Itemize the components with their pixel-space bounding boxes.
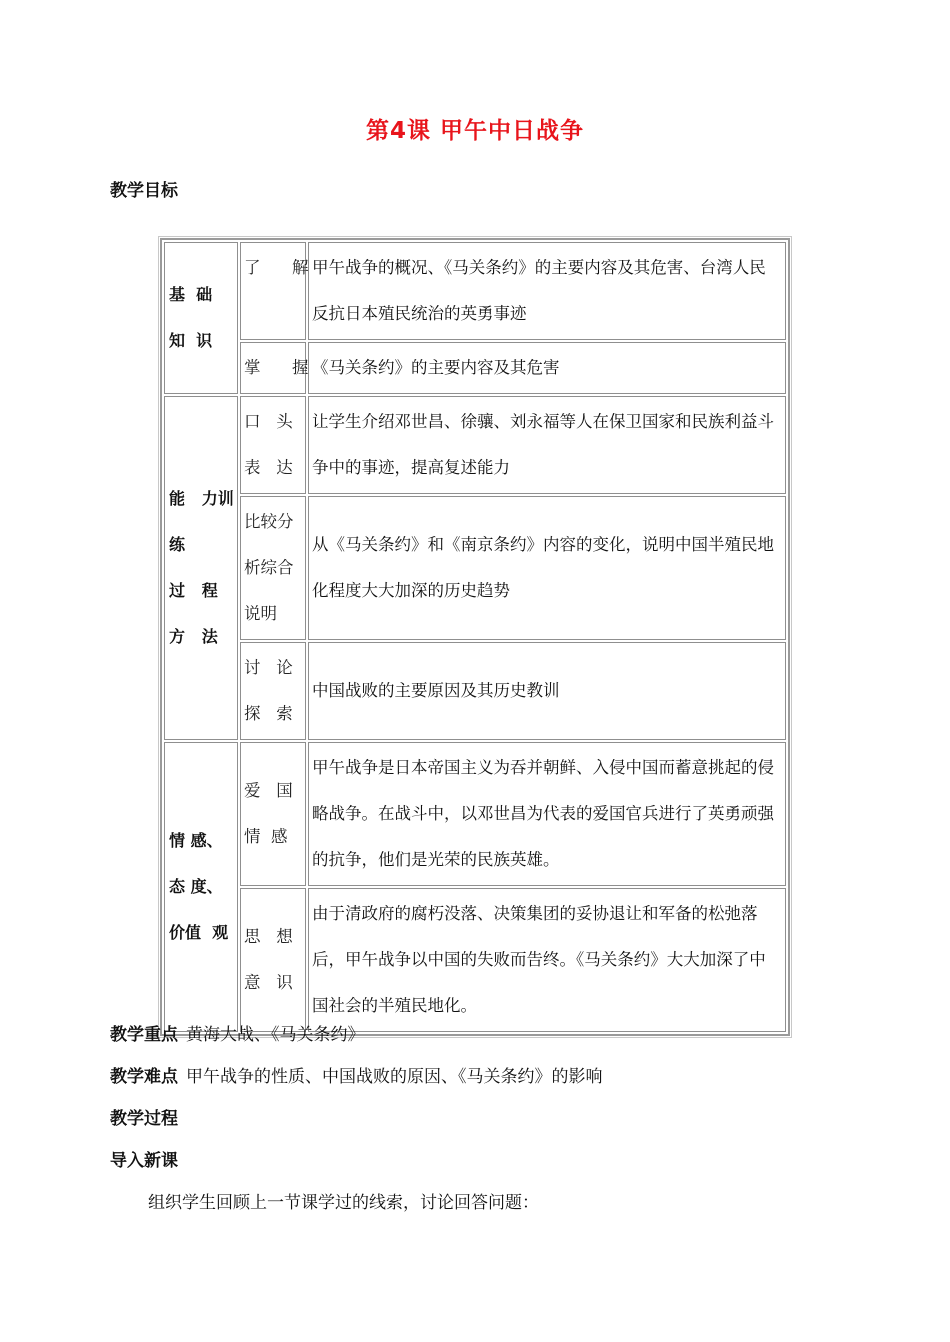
description-cell: 甲午战争的概况、《马关条约》的主要内容及其危害、台湾人民反抗日本殖民统治的英勇事迹 <box>308 242 786 340</box>
subcategory-line: 掌 握 <box>244 358 309 377</box>
subcategory-line: 爱 国 <box>244 781 293 800</box>
subcategory-line: 了 解 <box>244 258 309 277</box>
description-cell: 甲午战争是日本帝国主义为吞并朝鲜、入侵中国而蓄意挑起的侵略战争。在战斗中，以邓世昌为代表的爱国官兵进行了英勇顽强的抗争，他们是光荣的民族英雄。 <box>308 742 786 886</box>
category-cell <box>164 242 238 394</box>
key-points-text: 黄海大战、《马关条约》 <box>186 1025 365 1045</box>
subcategory-cell <box>240 242 309 340</box>
category-cell <box>164 742 238 1032</box>
intro-paragraph: 组织学生回顾上一节课学过的线索，讨论回答问题： <box>148 1193 539 1213</box>
category-line: 价值 观 <box>169 923 229 942</box>
difficult-points-label: 教学难点 <box>110 1067 178 1087</box>
table-row <box>164 242 786 340</box>
table-row <box>164 642 786 740</box>
difficult-points-line <box>110 1062 603 1087</box>
subcategory-cell <box>240 888 306 1032</box>
subcategory-line: 讨 论 <box>244 658 293 677</box>
description-cell: 从《马关条约》和《南京条约》内容的变化，说明中国半殖民地化程度大大加深的历史趋势 <box>308 496 786 640</box>
subcategory-line: 说明 <box>244 604 277 623</box>
category-line: 方 法 <box>169 627 218 646</box>
key-points-label: 教学重点 <box>110 1025 178 1045</box>
table-row <box>164 742 786 886</box>
subcategory-cell <box>240 496 306 640</box>
objectives-table <box>160 238 790 1036</box>
category-line: 态 度、 <box>169 877 223 896</box>
key-points-line <box>110 1020 365 1045</box>
subcategory-cell <box>240 742 306 886</box>
table-row <box>164 342 786 394</box>
description-cell: 由于清政府的腐朽没落、决策集团的妥协退让和军备的松弛落后，甲午战争以中国的失败而告终。《马关条约》大大加深了中国社会的半殖民地化。 <box>308 888 786 1032</box>
subcategory-line: 情 感 <box>244 827 288 846</box>
category-line: 基 础 <box>169 285 213 304</box>
subcategory-line: 比较分 <box>244 512 294 531</box>
description-cell: 中国战败的主要原因及其历史教训 <box>308 642 786 740</box>
subcategory-line: 口 头 <box>244 412 293 431</box>
subcategory-line: 表 达 <box>244 458 293 477</box>
category-line: 知 识 <box>169 331 213 350</box>
process-heading: 教学过程 <box>110 1109 178 1129</box>
description-cell: 《马关条约》的主要内容及其危害 <box>308 342 786 394</box>
table-row <box>164 396 786 494</box>
category-line: 能 力训 <box>169 489 234 508</box>
objectives-heading: 教学目标 <box>110 181 178 201</box>
category-line: 情 感、 <box>169 831 223 850</box>
subcategory-cell <box>240 642 306 740</box>
subcategory-line: 析综合 <box>244 558 294 577</box>
intro-heading: 导入新课 <box>110 1151 178 1171</box>
table-row <box>164 496 786 640</box>
difficult-points-text: 甲午战争的性质、中国战败的原因、《马关条约》的影响 <box>186 1067 603 1087</box>
table-row <box>164 888 786 1032</box>
category-line: 过 程 <box>169 581 218 600</box>
category-cell <box>164 396 238 740</box>
subcategory-line: 探 索 <box>244 704 293 723</box>
category-line: 练 <box>169 535 186 554</box>
subcategory-cell <box>240 342 309 394</box>
subcategory-line: 意 识 <box>244 973 293 992</box>
subcategory-cell <box>240 396 306 494</box>
description-cell: 让学生介绍邓世昌、徐骧、刘永福等人在保卫国家和民族利益斗争中的事迹，提高复述能力 <box>308 396 786 494</box>
subcategory-line: 思 想 <box>244 927 293 946</box>
lesson-title: 第4课 甲午中日战争 <box>365 118 584 144</box>
